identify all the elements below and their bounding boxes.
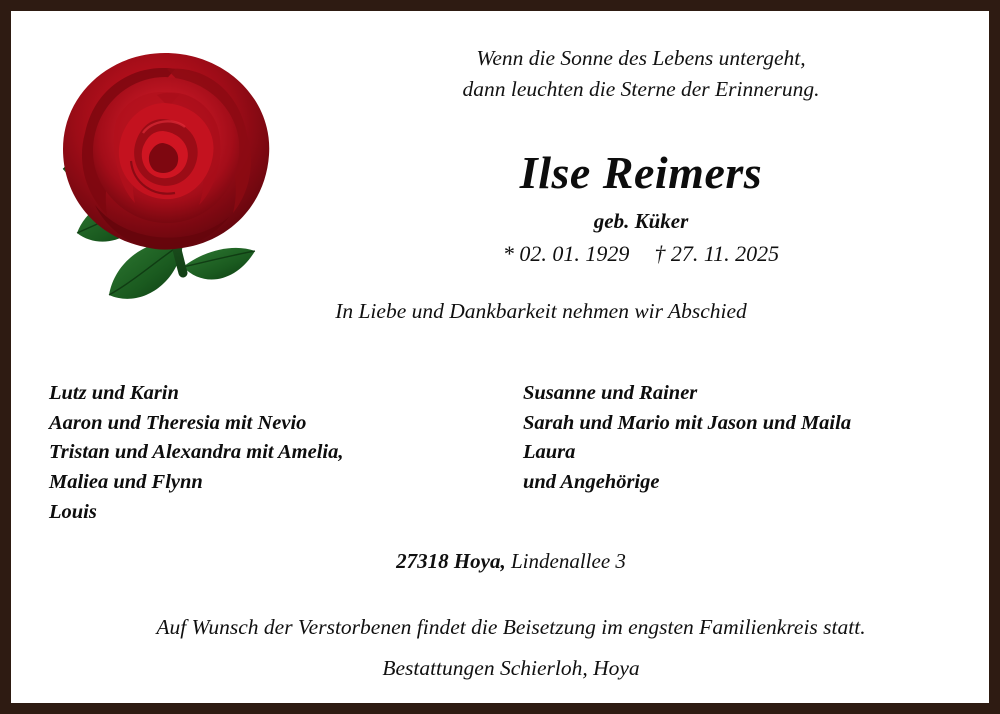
deceased-name: Ilse Reimers — [519, 147, 763, 198]
death-symbol: † — [654, 241, 666, 266]
mourner-line: Laura — [522, 441, 576, 464]
obituary-inner — [11, 11, 989, 703]
mourner-line: Louis — [49, 500, 97, 523]
verse-line-2: dann leuchten die Sterne der Erinnerung. — [462, 76, 820, 101]
red-rose-icon — [33, 37, 298, 302]
mourners-section — [49, 379, 959, 528]
deceased-maiden-name: geb. Küker — [593, 209, 689, 233]
mourner-line: Lutz und Karin — [49, 382, 179, 404]
life-dates — [291, 241, 991, 267]
mourner-line: und Angehörige — [522, 471, 660, 494]
address-postal-city: 27318 Hoya, — [396, 549, 506, 573]
birth-symbol: * — [502, 241, 514, 266]
mourner-line: Sarah und Mario mit Jason und Maila — [522, 411, 852, 434]
mourner-line: Tristan und Alexandra mit Amelia, — [49, 441, 344, 464]
funeral-home: Bestattungen Schierloh, Hoya — [382, 656, 640, 680]
mourner-line: Aaron und Theresia mit Nevio — [49, 411, 307, 434]
mourners-left-column — [49, 379, 523, 528]
address-line — [11, 549, 1000, 574]
funeral-note: Auf Wunsch der Verstorbenen findet die Beisetzung im engsten Familienkreis statt. — [156, 615, 866, 639]
birth-date: 02. 01. 1929 — [519, 241, 630, 266]
verse-text — [291, 43, 991, 104]
death-date: 27. 11. 2025 — [670, 241, 780, 266]
farewell-text: In Liebe und Dankbarkeit nehmen wir Abschied — [335, 299, 747, 323]
mourners-right-column — [523, 379, 959, 528]
verse-line-1: Wenn die Sonne des Lebens untergeht, — [476, 46, 806, 70]
mourner-line: Susanne und Rainer — [522, 382, 698, 404]
mourner-line: Maliea und Flynn — [49, 471, 203, 494]
address-street: Lindenallee 3 — [511, 549, 626, 573]
